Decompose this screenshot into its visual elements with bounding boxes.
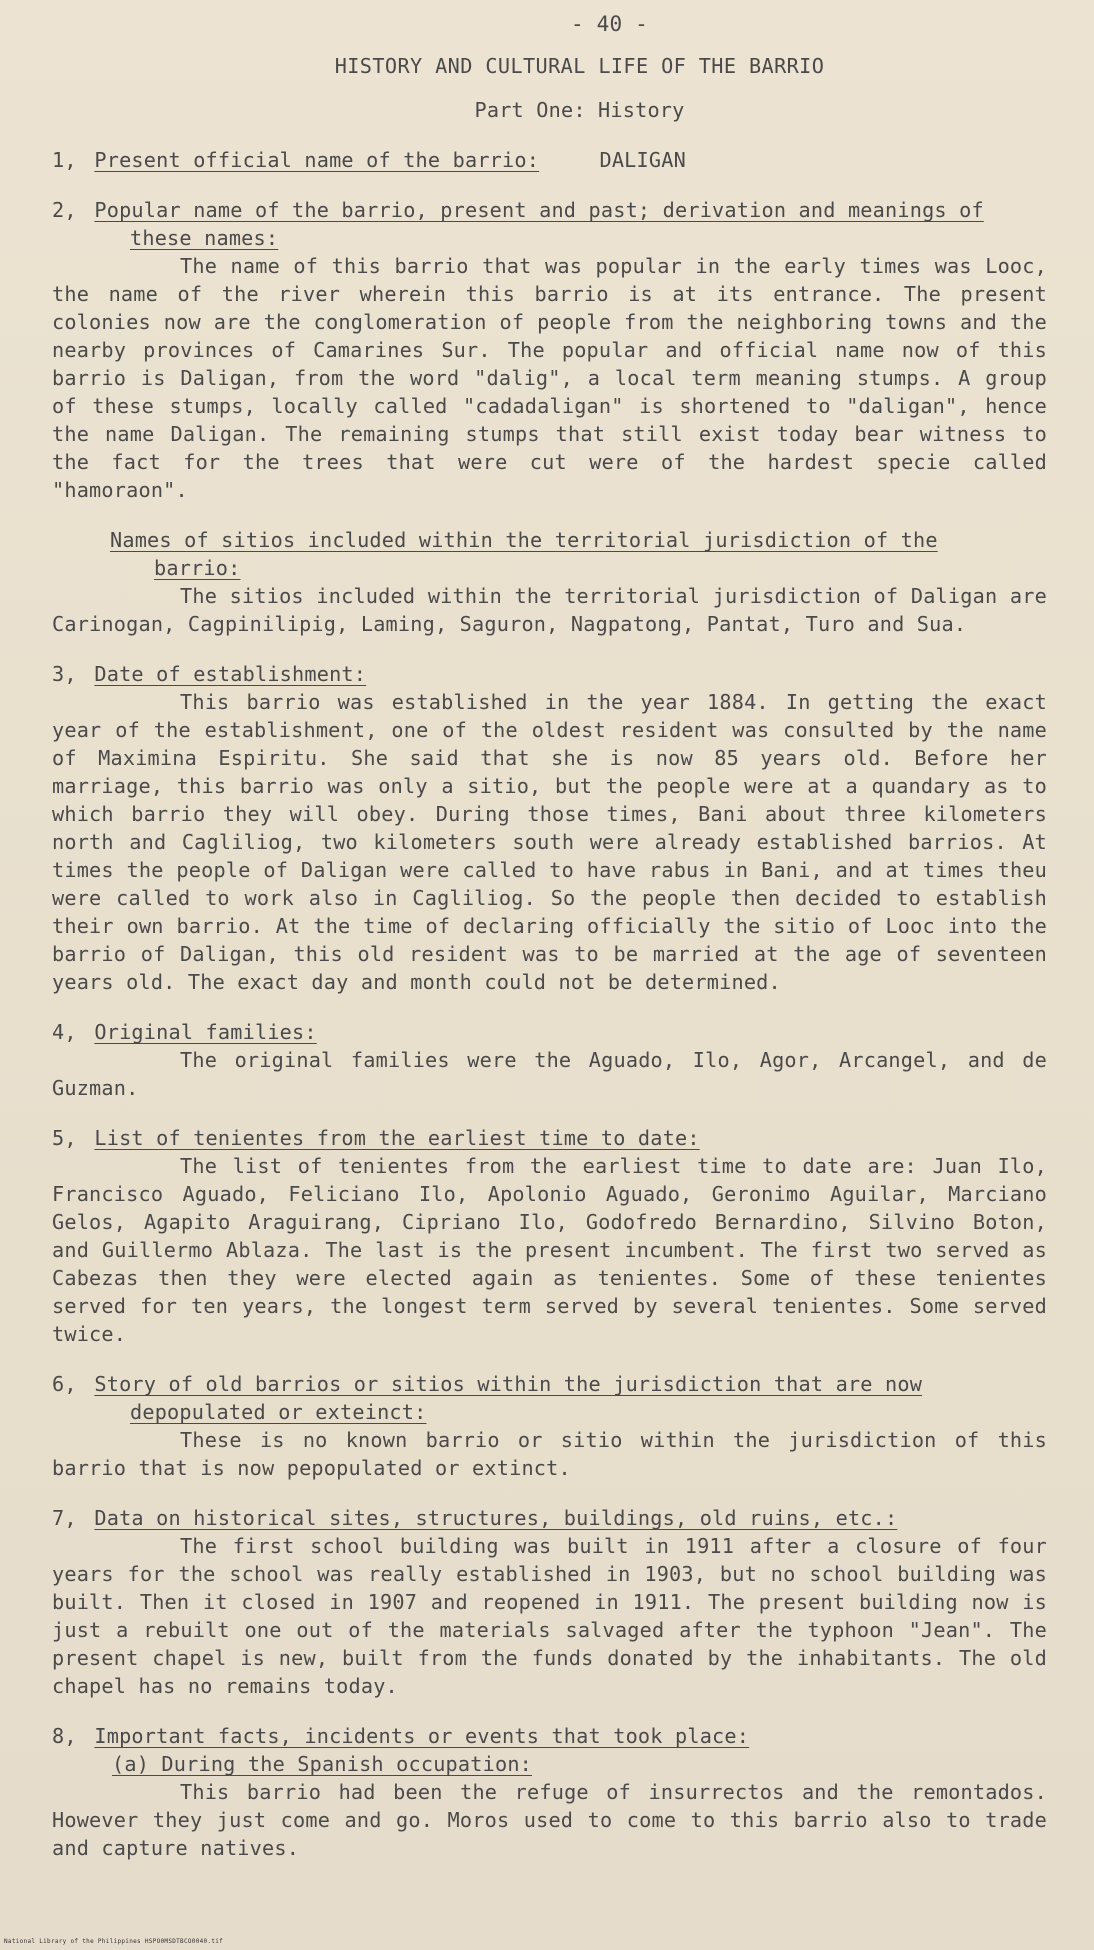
section-paragraph: This barrio had been the refuge of insurrectos and the remontados. However they just come and go. Moros used to come to this barrio also to trade and capture natives.: [52, 1780, 1047, 1860]
section-heading-cont: barrio:: [154, 556, 241, 580]
section-paragraph: This barrio was established in the year 1884. In getting the exact year of the establishment, one of the oldest resident was consulted by the name of Maximina Espiritu. She said that she is now 85 years old. Before her marriage, this barrio was only a sitio, but the people were at a quandary as to which barrio they will obey. During those times, Bani about three kilometers north and Cagliliog, two kilometers south were already established barrios. At times the people of Daligan were called to have rabus in Bani, and at times theu were called to work also in Cagliliog. So the people then decided to establish their own barrio. At the time of declaring officially the sitio of Looc into the barrio of Daligan, this old resident was to be married at the age of seventeen years old. The exact day and month could not be determined.: [52, 690, 1047, 994]
section-5: [52, 1124, 1047, 1348]
scan-footer: National Library of the Philippines HSPO0MSDTBCO0040.tif: [4, 1938, 224, 1945]
section-number: 5,: [52, 1126, 77, 1150]
section-number: 4,: [52, 1020, 77, 1044]
document-title: HISTORY AND CULTURAL LIFE OF THE BARRIO: [334, 54, 825, 78]
section-number: 3,: [52, 662, 77, 686]
section-heading-cont: these names:: [130, 226, 279, 250]
subsection-heading: (a) During the Spanish occupation:: [112, 1752, 533, 1776]
page-number: - 40 -: [570, 12, 649, 36]
section-number: 6,: [52, 1372, 77, 1396]
section-heading: Important facts, incidents or events that took place:: [94, 1724, 750, 1748]
section-paragraph: The sitios included within the territorial jurisdiction of Daligan are Carinogan, Cagpinilipig, Laming, Saguron, Nagpatong, Pantat, Turo and Sua.: [52, 584, 1047, 636]
section-3: [52, 660, 1047, 996]
section-number: 1,: [52, 148, 77, 172]
section-paragraph: These is no known barrio or sitio within the jurisdiction of this barrio that is now pepopulated or extinct.: [52, 1428, 1047, 1480]
section-number: 2,: [52, 198, 77, 222]
section-paragraph: The name of this barrio that was popular in the early times was Looc, the name of the river wherein this barrio is at its entrance. The present colonies now are the conglomeration of people from the neighboring towns and the nearby provinces of Camarines Sur. The popular and official name now of this barrio is Daligan, from the word "dalig", a local term meaning stumps. A group of these stumps, locally called "cadadaligan" is shortened to "daligan", hence the name Daligan. The remaining stumps that still exist today bear witness to the fact for the trees that were cut were of the hardest specie called "hamoraon".: [52, 254, 1047, 502]
section-paragraph: The list of tenientes from the earliest time to date are: Juan Ilo, Francisco Aguado, Feliciano Ilo, Apolonio Aguado, Geronimo Aguilar, Marciano Gelos, Agapito Araguirang, Cipriano Ilo, Godofredo Bernardino, Silvino Boton, and Guillermo Ablaza. The last is the present incumbent. The first two served as Cabezas then they were elected again as tenientes. Some of these tenientes served for ten years, the longest term served by several tenientes. Some served twice.: [52, 1154, 1047, 1346]
section-heading: Names of sitios included within the territorial jurisdiction of the: [110, 528, 938, 552]
section-heading: Original families:: [94, 1020, 317, 1044]
section-7: [52, 1504, 1047, 1700]
barrio-name-value: DALIGAN: [599, 148, 686, 172]
section-heading: List of tenientes from the earliest time to date:: [94, 1126, 700, 1150]
document-body: [52, 10, 1047, 1884]
section-8: [52, 1722, 1047, 1862]
section-4: [52, 1018, 1047, 1102]
section-2: [52, 196, 1047, 504]
section-number: 7,: [52, 1506, 77, 1530]
section-heading: Data on historical sites, structures, buildings, old ruins, etc.:: [94, 1506, 898, 1530]
section-heading-cont: depopulated or exteinct:: [130, 1400, 427, 1424]
section-paragraph: The original families were the Aguado, Ilo, Agor, Arcangel, and de Guzman.: [52, 1048, 1047, 1100]
section-number: 8,: [52, 1724, 77, 1748]
section-6: [52, 1370, 1047, 1482]
section-1: [52, 146, 1047, 174]
part-heading: Part One: History: [474, 98, 685, 122]
section-heading: Present official name of the barrio:: [94, 148, 540, 172]
section-heading: Story of old barrios or sitios within the jurisdiction that are now: [94, 1372, 923, 1396]
section-heading: Popular name of the barrio, present and past; derivation and meanings of: [94, 198, 984, 222]
section-paragraph: The first school building was built in 1911 after a closure of four years for the school was really established in 1903, but no school building was built. Then it closed in 1907 and reopened in 1911. The present building now is just a rebuilt one out of the materials salvaged after the typhoon "Jean". The present chapel is new, built from the funds donated by the inhabitants. The old chapel has no remains today.: [52, 1534, 1047, 1698]
section-heading: Date of establishment:: [94, 662, 367, 686]
section-sitios: [52, 526, 1047, 638]
